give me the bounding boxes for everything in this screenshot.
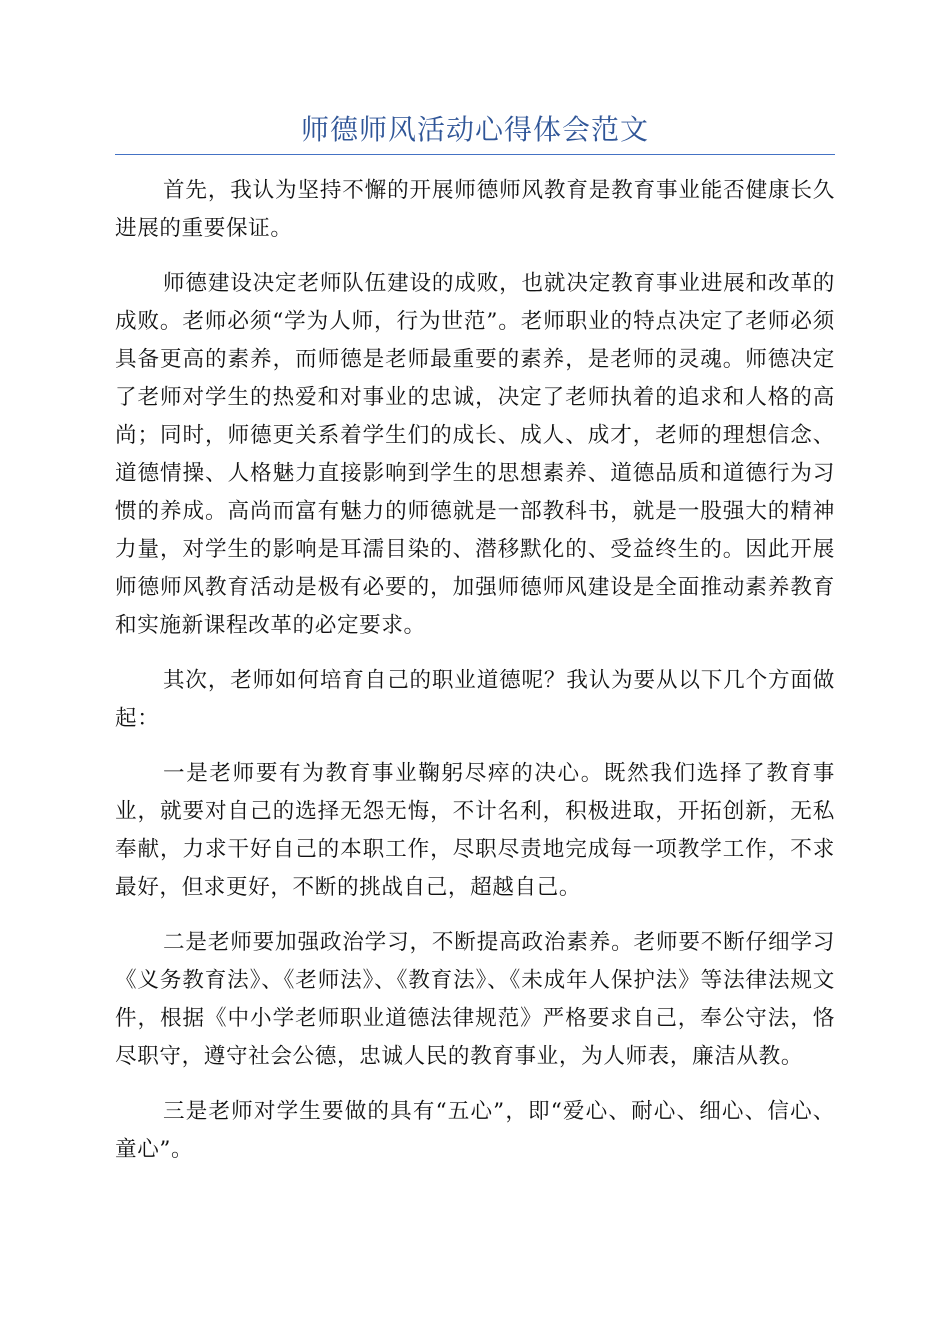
paragraph-2: 师德建设决定老师队伍建设的成败，也就决定教育事业进展和改革的成败。老师必须“学为人师，行为世范”。老师职业的特点决定了老师必须具备更高的素养，而师德是老师最重要的素养，是老师的灵魂。师德决定了老师对学生的热爱和对事业的忠诚，决定了老师执着的追求和人格的高尚；同时，师德更关系着学生们的成长、成人、成才，老师的理想信念、道德情操、人格魅力直接影响到学生的思想素养、道德品质和道德行为习惯的养成。高尚而富有魅力的师德就是一部教科书，就是一股强大的精神力量，对学生的影响是耳濡目染的、潜移默化的、受益终生的。因此开展师德师风教育活动是极有必要的，加强师德师风建设是全面推动素养教育和实施新课程改革的必定要求。 xyxy=(115,271,835,638)
document-body xyxy=(115,172,835,1186)
paragraph-1: 首先，我认为坚持不懈的开展师德师风教育是教育事业能否健康长久进展的重要保证。 xyxy=(115,178,835,241)
title-underline xyxy=(115,154,835,155)
paragraph-3: 其次，老师如何培育自己的职业道德呢？我认为要从以下几个方面做起： xyxy=(115,668,835,731)
document-title: 师德师风活动心得体会范文 xyxy=(300,113,649,146)
paragraph-4: 一是老师要有为教育事业鞠躬尽瘁的决心。既然我们选择了教育事业，就要对自己的选择无怨无悔，不计名利，积极进取，开拓创新，无私奉献，力求干好自己的本职工作，尽职尽责地完成每一项教学工作，不求最好，但求更好，不断的挑战自己，超越自己。 xyxy=(115,761,835,900)
paragraph-6: 三是老师对学生要做的具有“五心”，即“爱心、耐心、细心、信心、童心”。 xyxy=(115,1099,835,1162)
paragraph-5: 二是老师要加强政治学习，不断提高政治素养。老师要不断仔细学习《义务教育法》、《老师法》、《教育法》、《未成年人保护法》等法律法规文件，根据《中小学老师职业道德法律规范》严格要求自己，奉公守法，恪尽职守，遵守社会公德，忠诚人民的教育事业，为人师表，廉洁从教。 xyxy=(115,930,835,1069)
